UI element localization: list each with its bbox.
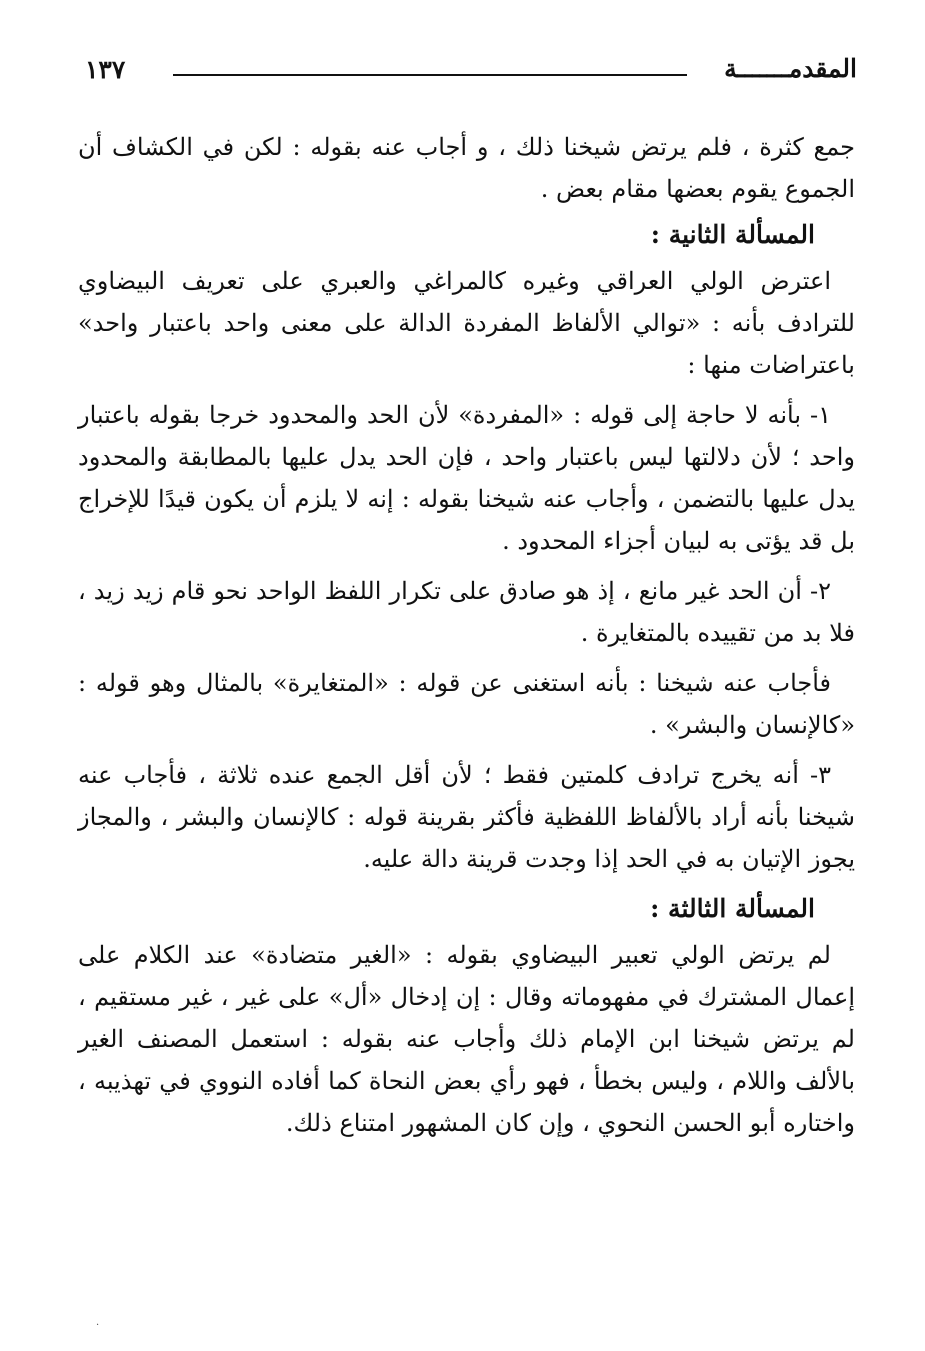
- page-content: [78, 126, 855, 1152]
- header-title: المقدمـــــــة: [724, 54, 857, 83]
- paragraph-6: ٣- أنه يخرج ترادف كلمتين فقط ؛ لأن أقل الجمع عنده ثلاثة ، فأجاب عنه شيخنا بأنه أراد بالألفاظ اللفظية فأكثر بقرينة قوله : كالإنسان والبشر ، والمجاز يجوز الإتيان به في الحد إذا وجدت قرينة دالة عليه.: [78, 761, 855, 873]
- header-rule: [173, 74, 687, 76]
- paragraph-5: فأجاب عنه شيخنا : بأنه استغنى عن قوله : «المتغايرة» بالمثال وهو قوله : «كالإنسان والبشر» .: [78, 669, 855, 739]
- footer-mark: ·: [96, 1320, 100, 1331]
- page-number: ١٣٧: [85, 55, 126, 84]
- paragraph-2: اعترض الولي العراقي وغيره كالمراغي والعبري على تعريف البيضاوي للترادف بأنه : «توالي الألفاظ المفردة الدالة على معنى واحد باعتبار واحد» باعتراضات منها :: [78, 267, 855, 379]
- paragraph-4: ٢- أن الحد غير مانع ، إذ هو صادق على تكرار اللفظ الواحد نحو قام زيد زيد ، فلا بد من تقييده بالمتغايرة .: [78, 577, 855, 647]
- paragraph-3: ١- بأنه لا حاجة إلى قوله : «المفردة» لأن الحد والمحدود خرجا بقوله باعتبار واحد ؛ لأن دلالتها ليس باعتبار واحد ، فإن الحد يدل عليها بالمطابقة والمحدود يدل عليها بالتضمن ، وأجاب عنه شيخنا بقوله : إنه لا يلزم أن يكون قيدًا للإخراج بل قد يؤتى به لبيان أجزاء المحدود .: [78, 401, 855, 555]
- section-heading-2: المسألة الثانية :: [650, 220, 815, 249]
- paragraph-1: جمع كثرة ، فلم يرتض شيخنا ذلك ، و أجاب عنه بقوله : لكن في الكشاف أن الجموع يقوم بعضها مقام بعض .: [78, 133, 855, 203]
- running-header: [85, 52, 857, 98]
- paragraph-7: لم يرتض الولي تعبير البيضاوي بقوله : «الغير متضادة» عند الكلام على إعمال المشترك في مفهوماته وقال : إن إدخال «أل» على غير ، غير مستقيم ، لم يرتض شيخنا ابن الإمام ذلك وأجاب عنه بقوله : استعمل المصنف الغير بالألف واللام ، وليس بخطأ ، فهو رأي بعض النحاة كما أفاده النووي في تهذيبه ، واختاره أبو الحسن النحوي ، وإن كان المشهور امتناع ذلك.: [78, 941, 855, 1137]
- section-heading-3: المسألة الثالثة :: [650, 894, 815, 923]
